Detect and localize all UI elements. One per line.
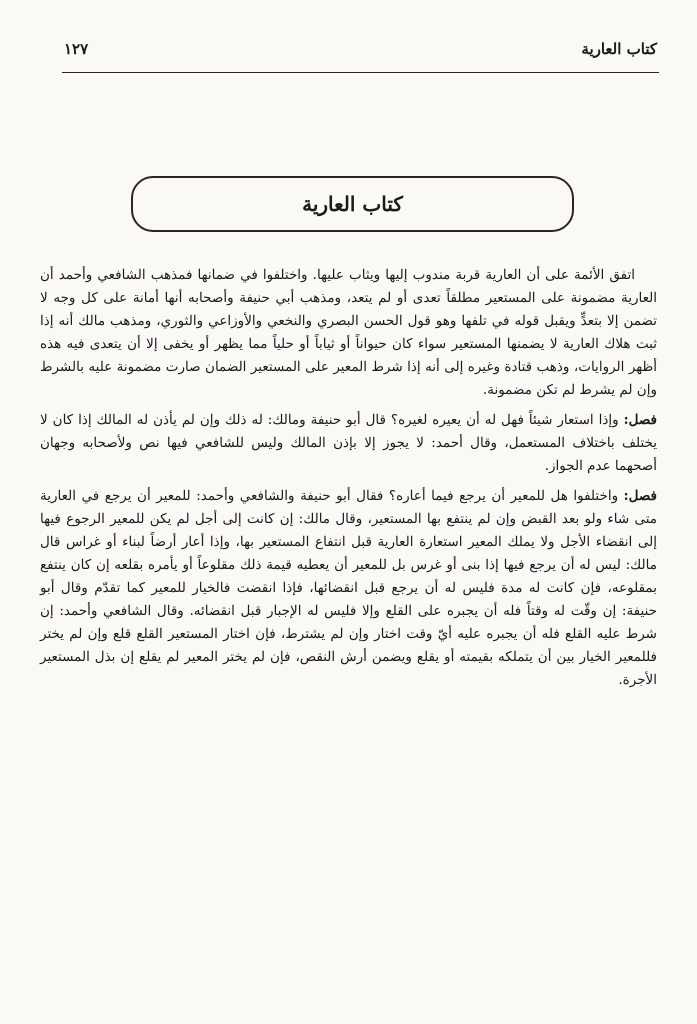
paragraph-lending	[40, 409, 657, 478]
paragraph-text: اتفق الأئمة على أن العارية قربة مندوب إليها ويثاب عليها. واختلفوا في ضمانها فمذهب الشافعي وأحمد أن العارية مضمونة على المستعير مطلقاً تعدى أو لم يتعد، ومذهب أبي حنيفة وأصحابه أنها أمانة على كل وجه لا تضمن إلا بتعدٍّ ويقبل قوله في تلفها وهو قول الحسن البصري والنخعي والأوزاعي والثوري، ومذهب مالك أنه إذا ثبت هلاك العارية لا يضمنها المستعير سواء كان حيواناً أو ثياباً أو حلياً مما يظهر أو يخفى إلا أن يتعدى فيه هذه أظهر الروايات، وذهب قتادة وغيره إلى أنه إذا شرط المعير على المستعير الضمان صارت مضمونة عليه بالشرط وإن لم يشرط لم تكن مضمونة.	[40, 267, 657, 398]
chapter-title-frame	[131, 176, 574, 232]
page-number: ١٢٧	[64, 40, 89, 58]
paragraph-intro	[40, 264, 657, 402]
chapter-title: كتاب العارية	[302, 192, 403, 216]
section-marker: فصل:	[623, 412, 657, 428]
paragraph-revocation	[40, 485, 657, 692]
running-title: كتاب العارية	[581, 40, 657, 58]
section-marker: فصل:	[623, 488, 657, 504]
body-text	[40, 264, 657, 692]
paragraph-text: واختلفوا هل للمعير أن يرجع فيما أعاره؟ فقال أبو حنيفة والشافعي وأحمد: للمعير أن يرجع في العارية متى شاء ولو بعد القبض وإن لم ينتفع بها المستعير، وقال مالك: إن كانت إلى أجل لم يكن للمعير الرجوع فيها إلى انقضاء الأجل ولا يملك المعير استعارة العارية قبل انتفاع المستعير بها، وإذا أعار أرضاً لبناء أو غراس قال مالك: ليس له أن يرجع فيها إذا بنى أو غرس بل للمعير أن يعطيه قيمة ذلك مقلوعاً أو يأمره بقلعه إن كان ينتفع بمقلوعه، فإن كانت له مدة فليس له أن يرجع قبل انقضائها، فإذا انقضت فالخيار للمعير كما تقدّم وقال أبو حنيفة: إن وقّت له وقتاً فله أن يجبره على القلع وإلا فليس له الإجبار قبل انقضائه. وقال الشافعي وأحمد: إن شرط عليه القلع فله أن يجبره عليه أيّ وقت اختار وإن لم يشترط، فإن اختار المستعير القلع قلع وإن لم يختر فللمعير الخيار بين أن يتملكه بقيمته أو يقلع ويضمن أرش النقص، فإن لم يختر المعير لم يقلع إن بذل المستعير الأجرة.	[40, 488, 657, 688]
paragraph-text: وإذا استعار شيئاً فهل له أن يعيره لغيره؟ قال أبو حنيفة ومالك: له ذلك وإن لم يأذن له المالك إذا كان لا يختلف باختلاف المستعمل، وقال أحمد: لا يجوز إلا بإذن المالك وليس للشافعي فيها نص ولأصحابه وجهان أصحهما عدم الجواز.	[40, 412, 657, 474]
header-divider	[62, 72, 659, 73]
